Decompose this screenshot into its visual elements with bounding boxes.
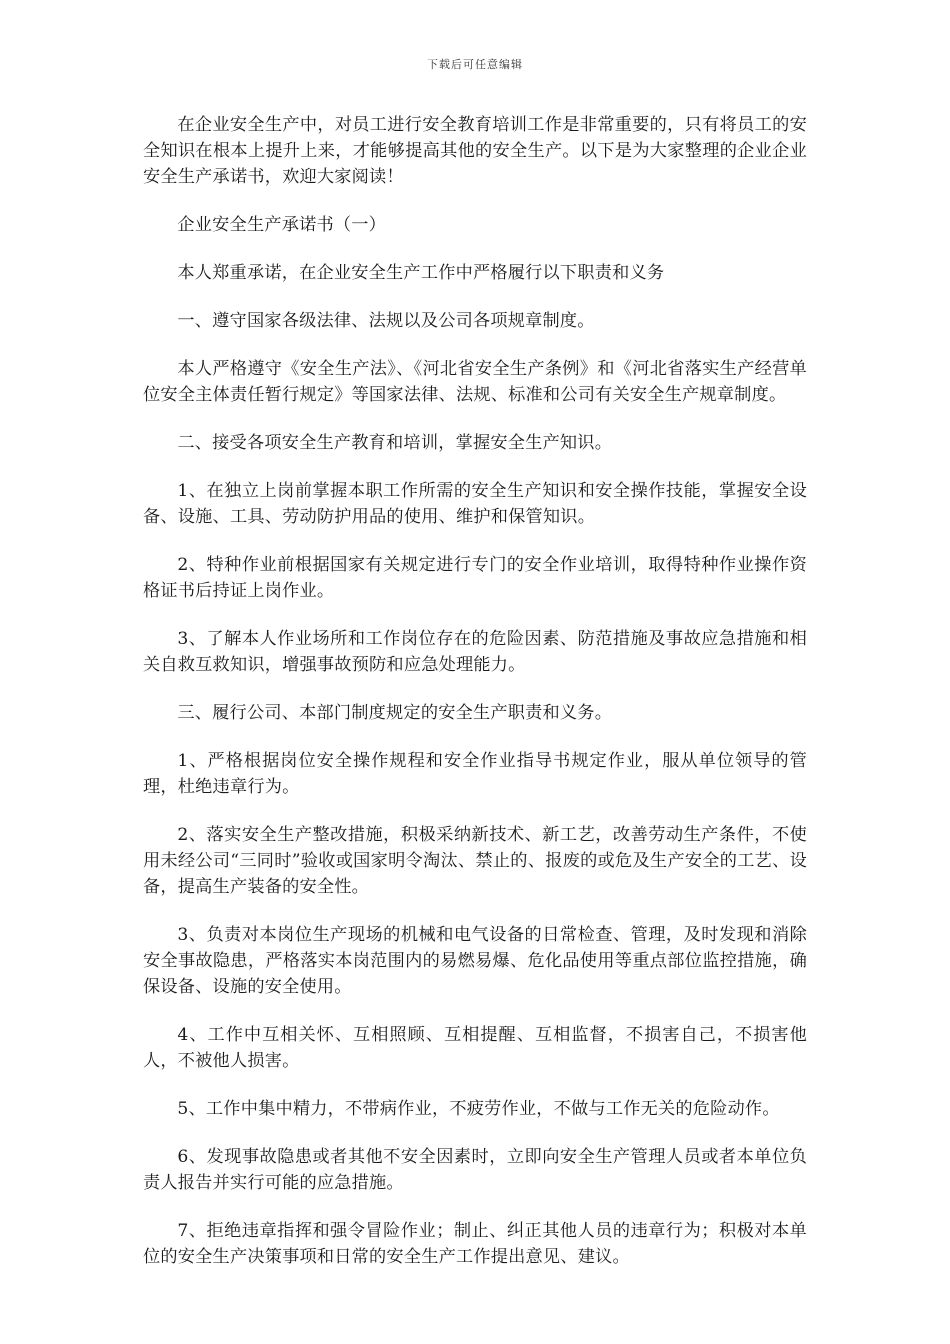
list-item: 6、发现事故隐患或者其他不安全因素时，立即向安全生产管理人员或者本单位负责人报告并实行可能的应急措施。 (143, 1147, 807, 1193)
list-item: 1、在独立上岗前掌握本职工作所需的安全生产知识和安全操作技能，掌握安全设备、设施、工具、劳动防护用品的使用、维护和保管知识。 (143, 481, 807, 527)
list-item: 2、落实安全生产整改措施，积极采纳新技术、新工艺，改善劳动生产条件，不使用未经公司“三同时”验收或国家明令淘汰、禁止的、报废的或危及生产安全的工艺、设备，提高生产装备的安全性。 (143, 825, 807, 897)
list-item: 3、了解本人作业场所和工作岗位存在的危险因素、防范措施及事故应急措施和相关自救互救知识，增强事故预防和应急处理能力。 (143, 629, 807, 675)
header-note: 下载后可任意编辑 (427, 58, 523, 71)
list-item: 7、拒绝违章指挥和强令冒险作业；制止、纠正其他人员的违章行为；积极对本单位的安全生产决策事项和日常的安全生产工作提出意见、建议。 (143, 1221, 807, 1267)
list-item: 5、工作中集中精力，不带病作业，不疲劳作业，不做与工作无关的危险动作。 (177, 1099, 780, 1119)
list-item: 3、负责对本岗位生产现场的机械和电气设备的日常检查、管理，及时发现和消除安全事故隐患，严格落实本岗范围内的易燃易爆、危化品使用等重点部位监控措施，确保设备、设施的安全使用。 (143, 925, 807, 997)
paragraph: 本人严格遵守《安全生产法》、《河北省安全生产条例》和《河北省落实生产经营单位安全主体责任暂行规定》等国家法律、法规、标准和公司有关安全生产规章制度。 (143, 359, 807, 405)
pledge-statement: 本人郑重承诺，在企业安全生产工作中严格履行以下职责和义务 (177, 263, 665, 283)
list-item: 4、工作中互相关怀、互相照顾、互相提醒、互相监督，不损害自己，不损害他人，不被他人损害。 (143, 1025, 807, 1071)
heading-three: 三、履行公司、本部门制度规定的安全生产职责和义务。 (177, 703, 613, 723)
document-body (143, 112, 807, 1292)
intro-paragraph: 在企业安全生产中，对员工进行安全教育培训工作是非常重要的，只有将员工的安全知识在根本上提升上来，才能够提高其他的安全生产。以下是为大家整理的企业企业安全生产承诺书，欢迎大家阅读！ (143, 115, 807, 187)
list-item: 2、特种作业前根据国家有关规定进行专门的安全作业培训，取得特种作业操作资格证书后持证上岗作业。 (143, 555, 807, 601)
heading-one: 一、遵守国家各级法律、法规以及公司各项规章制度。 (177, 311, 595, 331)
list-item: 1、严格根据岗位安全操作规程和安全作业指导书规定作业，服从单位领导的管理，杜绝违章行为。 (143, 751, 807, 797)
heading-two: 二、接受各项安全生产教育和培训，掌握安全生产知识。 (177, 433, 613, 453)
section-title: 企业安全生产承诺书（一） (177, 215, 387, 235)
